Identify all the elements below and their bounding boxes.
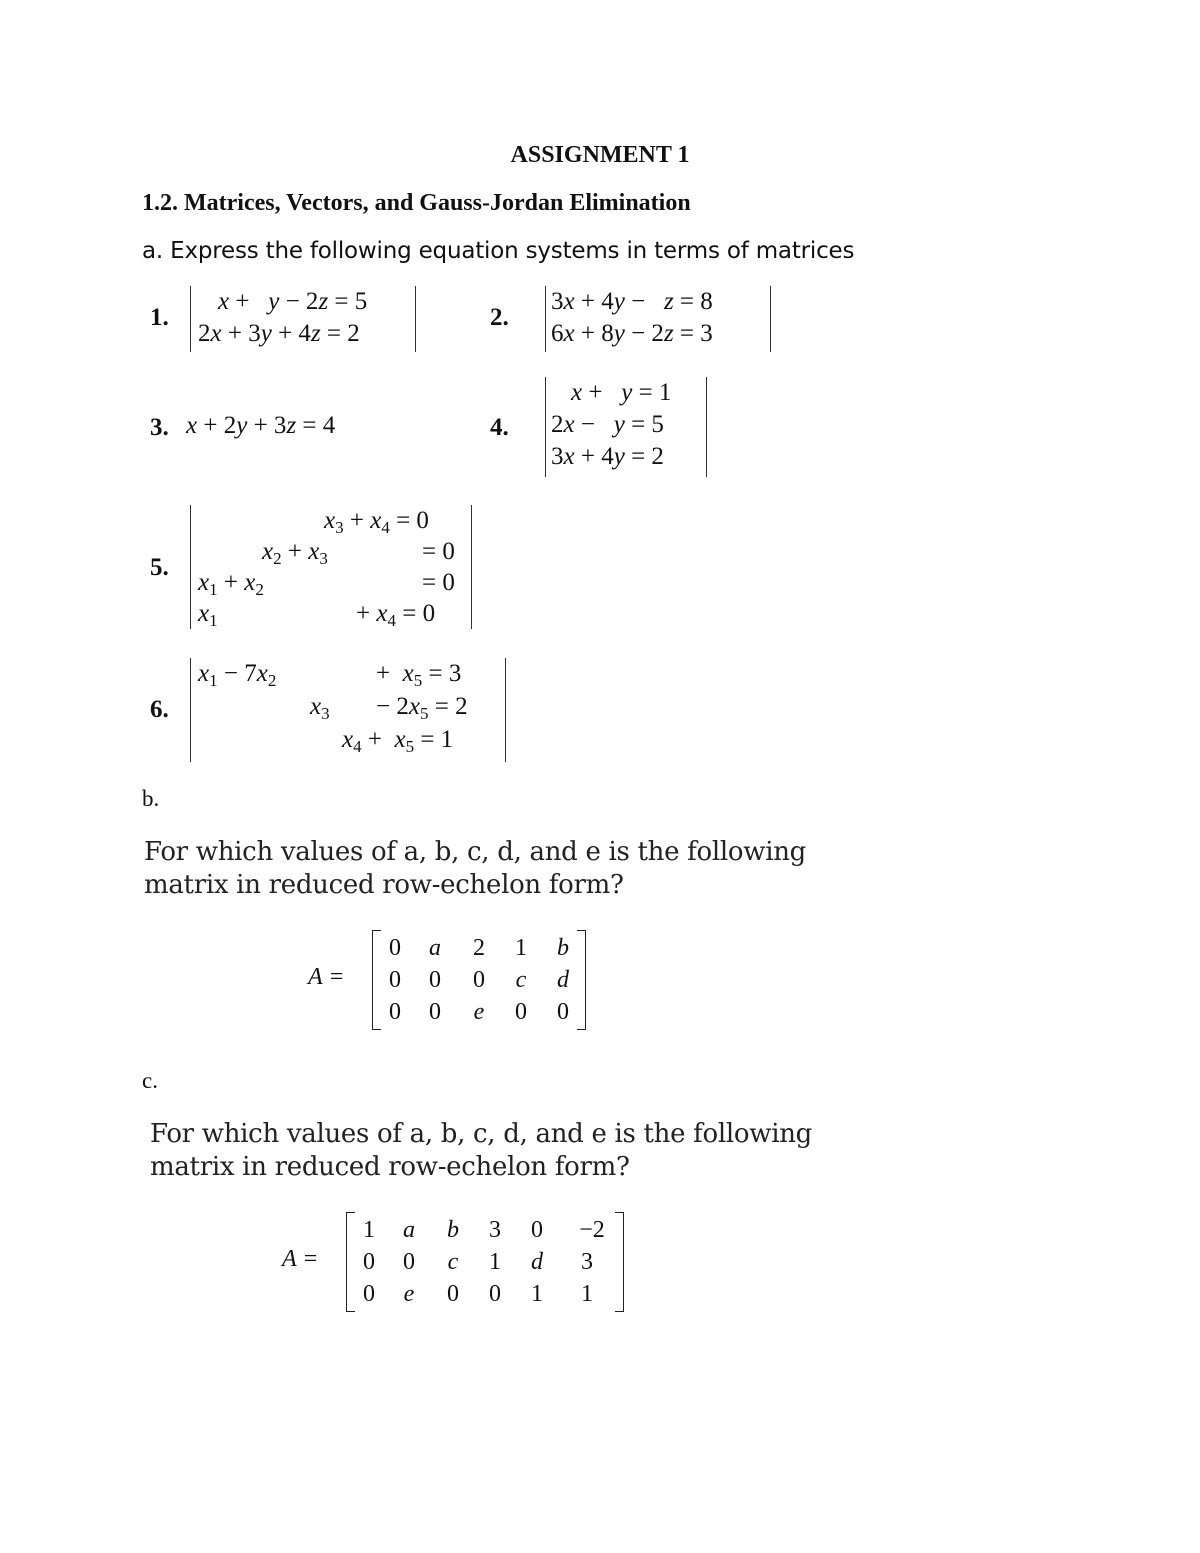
system-1 (190, 286, 416, 352)
matrix-cell: 0 (363, 1281, 375, 1307)
part-b-matrix-label: A = (308, 964, 345, 990)
matrix-cell: 1 (489, 1249, 501, 1275)
matrix-cell: 1 (363, 1217, 375, 1243)
part-c-question (150, 1118, 812, 1184)
matrix-cell: 1 (581, 1281, 593, 1307)
matrix-cell: 0 (429, 967, 441, 993)
system-6-row-1-rhs: + $x_5 = 3$ (376, 660, 462, 690)
system-4-row-2: 2x − y = 5 (551, 411, 664, 438)
system-2-row-2: 6x + 8y − 2z = 3 (551, 320, 713, 347)
system-3-row-1: x + 2y + 3z = 4 (186, 412, 336, 439)
system-5-row-2: $x_2 + x_3$ (262, 538, 328, 568)
matrix-cell: 0 (389, 967, 401, 993)
matrix-cell: 0 (389, 935, 401, 961)
matrix-cell: d (557, 967, 569, 993)
page-title: ASSIGNMENT 1 (510, 142, 690, 168)
matrix-cell: 2 (473, 935, 485, 961)
matrix-cell: −2 (579, 1217, 605, 1243)
system-6 (190, 658, 506, 762)
matrix-cell: 1 (515, 935, 527, 961)
system-5-row-3-rhs: = 0 (422, 569, 455, 596)
system-1-number: 1. (150, 304, 169, 331)
matrix-cell: 0 (403, 1249, 415, 1275)
matrix-cell: 3 (489, 1217, 501, 1243)
system-6-row-3: $x_4 + x_5 = 1$ (342, 726, 454, 756)
system-4-row-3: 3x + 4y = 2 (551, 443, 664, 470)
part-c-label: c. (142, 1068, 158, 1093)
matrix-cell: c (447, 1249, 459, 1275)
part-b-question-line-2: matrix in reduced row-echelon form? (144, 870, 624, 900)
system-5-row-4: $x_1$ (198, 600, 218, 630)
part-c-matrix (346, 1212, 624, 1312)
system-2-row-1: 3x + 4y − z = 8 (551, 288, 713, 315)
system-4 (545, 377, 707, 477)
system-6-row-1: $x_1 - 7x_2$ (198, 660, 277, 690)
matrix-cell: 3 (581, 1249, 593, 1275)
matrix-cell: 0 (473, 967, 485, 993)
system-5-row-2-rhs: = 0 (422, 538, 455, 565)
system-6-number: 6. (150, 696, 169, 723)
matrix-cell: b (447, 1217, 459, 1243)
matrix-cell: c (515, 967, 527, 993)
part-c-matrix-label: A = (282, 1246, 319, 1272)
system-5-number: 5. (150, 554, 169, 581)
system-5-row-1: $x_3 + x_4 = 0$ (324, 507, 429, 537)
part-a-label: a. Express the following equation systems in terms of matrices (142, 238, 855, 264)
matrix-cell: b (557, 935, 569, 961)
matrix-cell: 0 (429, 999, 441, 1025)
system-5-row-3: $x_1 + x_2$ (198, 569, 264, 599)
system-3-number: 3. (150, 414, 169, 441)
matrix-cell: 0 (489, 1281, 501, 1307)
system-4-row-1: x + y = 1 (571, 379, 672, 406)
matrix-cell: 0 (389, 999, 401, 1025)
matrix-cell: e (473, 999, 485, 1025)
matrix-cell: 0 (515, 999, 527, 1025)
part-b-question-line-1: For which values of a, b, c, d, and e is the following (144, 837, 806, 867)
matrix-cell: 0 (557, 999, 569, 1025)
system-5-row-4-rhs: + $x_4 = 0$ (356, 600, 436, 630)
system-6-row-2: $x_3$ (310, 693, 330, 723)
matrix-cell: e (403, 1281, 415, 1307)
part-b-matrix (372, 930, 586, 1030)
part-c-question-line-2: matrix in reduced row-echelon form? (150, 1152, 630, 1182)
system-5 (190, 505, 472, 629)
system-2-number: 2. (490, 304, 509, 331)
matrix-cell: 1 (531, 1281, 543, 1307)
matrix-cell: a (403, 1217, 415, 1243)
matrix-cell: 0 (363, 1249, 375, 1275)
system-4-number: 4. (490, 414, 509, 441)
section-heading: 1.2. Matrices, Vectors, and Gauss-Jordan Elimination (142, 190, 691, 216)
part-b-label: b. (142, 786, 160, 811)
part-b-question (144, 836, 806, 902)
system-6-row-2-rhs: − $2x_5 = 2$ (376, 693, 468, 723)
part-c-question-line-1: For which values of a, b, c, d, and e is the following (150, 1119, 812, 1149)
system-1-row-2: 2x + 3y + 4z = 2 (198, 320, 360, 347)
matrix-cell: d (531, 1249, 543, 1275)
matrix-cell: 0 (447, 1281, 459, 1307)
matrix-cell: 0 (531, 1217, 543, 1243)
matrix-cell: a (429, 935, 441, 961)
system-1-row-1: x + y − 2z = 5 (218, 288, 368, 315)
system-2 (545, 286, 771, 352)
